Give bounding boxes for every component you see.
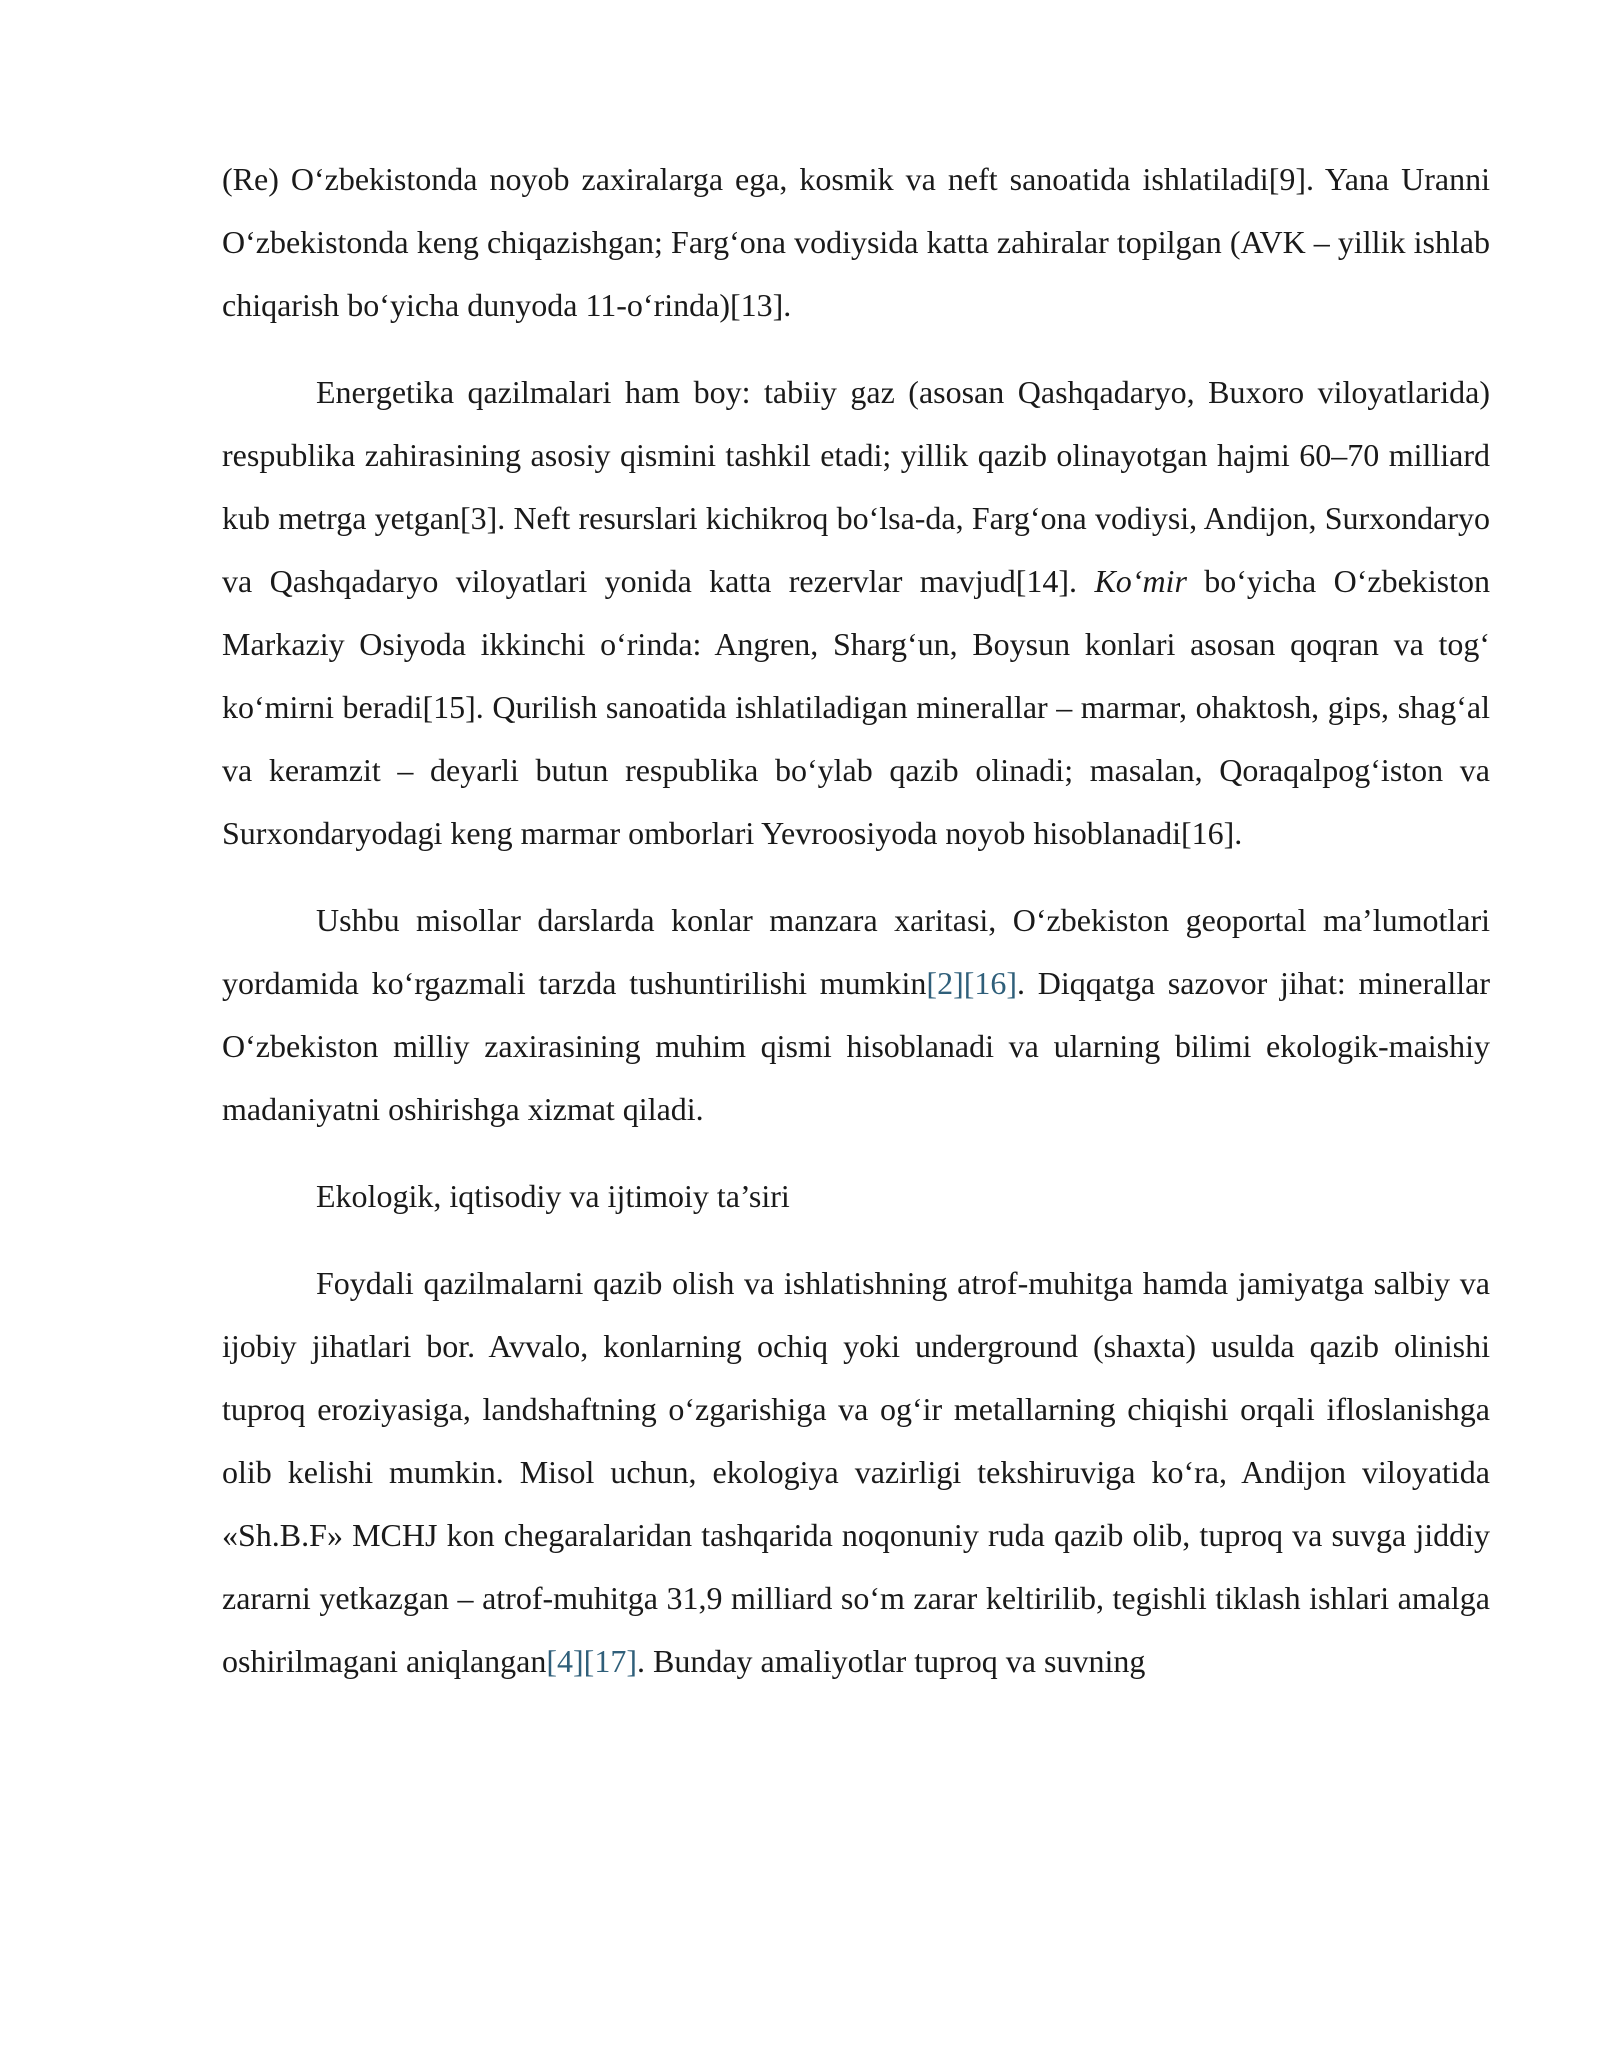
paragraph-text: Energetika qazilmalari ham boy: tabiiy gaz (asosan Qashqadaryo, Buxoro viloyatlarida) respublika zahirasining asosiy qismini tashkil etadi; yillik qazib olinayotgan hajmi 60–70 milliard kub metrga yetgan[3]. Neft resurslari kichikroq bo‘lsa-da, Farg‘ona vodiysi, Andijon, Surxondaryo va Qashqadaryo viloyatlari yonida katta rezervlar mavjud[14]. xyxy=(222,374,1490,599)
paragraph-text: (Re) O‘zbekistonda noyob zaxiralarga ega, kosmik va neft sanoatida ishlatiladi[9]. Yana Uranni O‘zbekistonda keng chiqazishgan; Farg‘ona vodiysida katta zahiralar topilgan (AVK – yillik ishlab chiqarish bo‘yicha dunyoda 11-o‘rinda)[13]. xyxy=(222,161,1490,323)
paragraph-energy-resources xyxy=(222,361,1490,865)
paragraph-text: bo‘yicha O‘zbekiston Markaziy Osiyoda ikkinchi o‘rinda: Angren, Sharg‘un, Boysun konlari asosan qoqran va tog‘ ko‘mirni beradi[15]. Qurilish sanoatida ishlatiladigan minerallar – marmar, ohaktosh, gips, shag‘al va keramzit – deyarli butun respublika bo‘ylab qazib olinadi; masalan, Qoraqalpog‘iston va Surxondaryodagi keng marmar omborlari Yevroosiyoda noyob hisoblanadi[16]. xyxy=(222,563,1491,851)
paragraph-rare-earth-uranium xyxy=(222,148,1490,337)
document-page xyxy=(222,148,1490,1717)
citation-link[interactable]: [4][17] xyxy=(546,1643,637,1679)
paragraph-text: Ushbu misollar darslarda konlar manzara xaritasi, O‘zbekiston geoportal ma’lumotlari yordamida ko‘rgazmali tarzda tushuntirilishi mumkin xyxy=(222,902,1490,1001)
paragraph-text: Foydali qazilmalarni qazib olish va ishlatishning atrof-muhitga hamda jamiyatga salbiy va ijobiy jihatlari bor. Avvalo, konlarning ochiq yoki underground (shaxta) usulda qazib olinishi tuproq eroziyasiga, landshaftning o‘zgarishiga va og‘ir metallarning chiqishi orqali ifloslanishga olib kelishi mumkin. Misol uchun, ekologiya vazirligi tekshiruviga ko‘ra, Andijon viloyatida «Sh.B.F» MCHJ kon chegaralaridan tashqarida noqonuniy ruda qazib olib, tuproq va suvga jiddiy zararni yetkazgan – atrof-muhitga 31,9 milliard so‘m zarar keltirilib, tegishli tiklash ishlari amalga oshirilmagani aniqlangan xyxy=(222,1265,1490,1679)
paragraph-teaching-examples xyxy=(222,889,1490,1141)
citation-link[interactable]: [2][16] xyxy=(926,965,1018,1001)
paragraph-text: . Bunday amaliyotlar tuproq va suvning xyxy=(636,1643,1146,1679)
paragraph-environmental-impact xyxy=(222,1252,1490,1693)
italic-term-komir: Ko‘mir xyxy=(1094,563,1187,599)
paragraph-text: . Diqqatga sazovor jihat: minerallar O‘zbekiston milliy zaxirasining muhim qismi hisoblanadi va ularning bilimi ekologik-maishiy madaniyatni oshirishga xizmat qiladi. xyxy=(222,965,1491,1127)
section-heading: Ekologik, iqtisodiy va ijtimoiy ta’siri xyxy=(316,1178,790,1214)
